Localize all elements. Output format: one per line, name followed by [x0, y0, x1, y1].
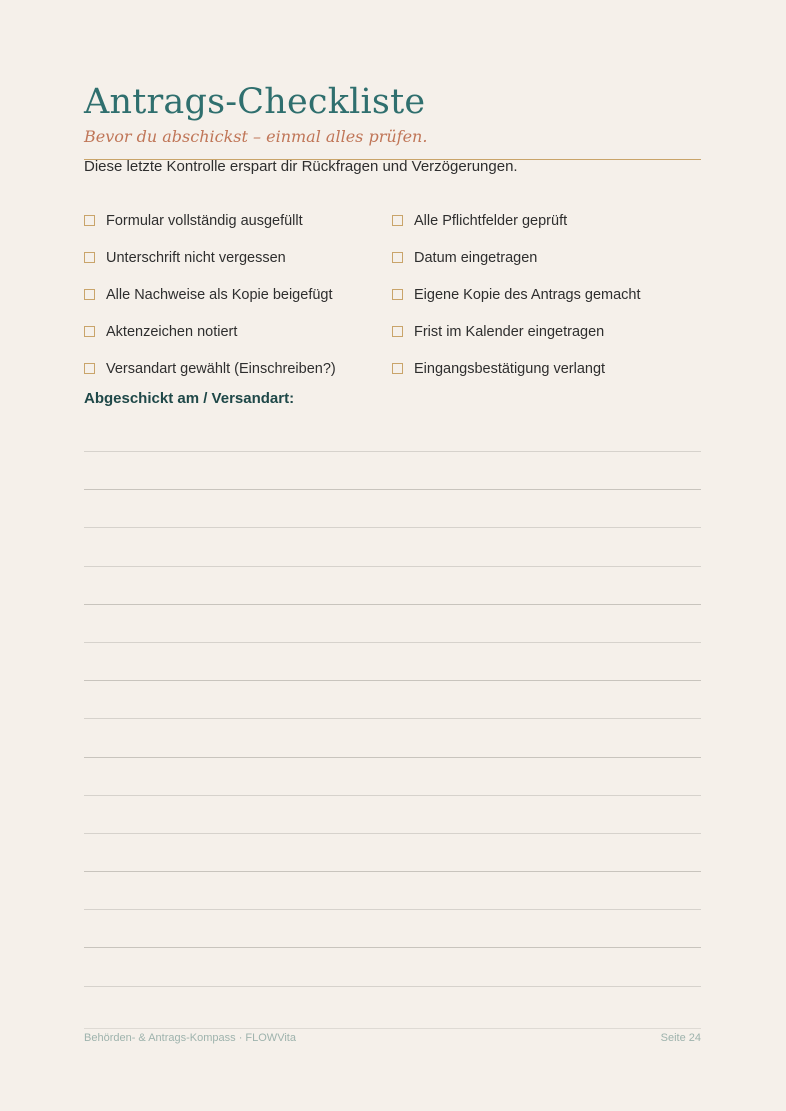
- checklist-item-label: Unterschrift nicht vergessen: [106, 249, 286, 266]
- writing-line: [84, 757, 701, 758]
- checkbox[interactable]: [84, 363, 95, 374]
- writing-line: [84, 986, 701, 987]
- writing-line: [84, 489, 701, 490]
- checklist-item[interactable]: [392, 239, 701, 276]
- checklist-item-label: Formular vollständig ausgefüllt: [106, 212, 303, 229]
- checklist-item[interactable]: [84, 239, 392, 276]
- checklist-item-label: Alle Nachweise als Kopie beigefügt: [106, 286, 333, 303]
- checklist-item-label: Datum eingetragen: [414, 249, 538, 266]
- checkbox[interactable]: [392, 363, 403, 374]
- writing-line: [84, 833, 701, 834]
- checklist-item-label: Alle Pflichtfelder geprüft: [414, 212, 568, 229]
- writing-line: [84, 451, 701, 452]
- checklist-item[interactable]: [392, 202, 701, 239]
- checklist-item-label: Eigene Kopie des Antrags gemacht: [414, 286, 641, 303]
- checkbox[interactable]: [392, 289, 403, 300]
- checklist-item[interactable]: [84, 313, 392, 350]
- sent-date-label: Abgeschickt am / Versandart:: [84, 390, 295, 407]
- writing-line: [84, 947, 701, 948]
- writing-line: [84, 566, 701, 567]
- checklist-item-label: Eingangsbestätigung verlangt: [414, 360, 606, 377]
- writing-line: [84, 527, 701, 528]
- checklist-item[interactable]: [392, 350, 701, 387]
- writing-line: [84, 909, 701, 910]
- checkbox[interactable]: [84, 289, 95, 300]
- intro-text: Diese letzte Kontrolle erspart dir Rückfragen und Verzögerungen.: [84, 158, 518, 175]
- checklist-item[interactable]: [84, 276, 392, 313]
- checkbox[interactable]: [84, 252, 95, 263]
- checklist-page: [84, 0, 701, 1111]
- checklist-item-label: Aktenzeichen notiert: [106, 323, 238, 340]
- checklist-item-label: Frist im Kalender eingetragen: [414, 323, 605, 340]
- checkbox[interactable]: [392, 215, 403, 226]
- checklist-item[interactable]: [392, 313, 701, 350]
- checklist-item[interactable]: [84, 350, 392, 387]
- checkbox[interactable]: [392, 326, 403, 337]
- writing-line: [84, 718, 701, 719]
- writing-line: [84, 680, 701, 681]
- checkbox[interactable]: [84, 215, 95, 226]
- page-number: Seite 24: [660, 1032, 701, 1044]
- checklist-item-label: Versandart gewählt (Einschreiben?): [106, 360, 336, 377]
- checkbox[interactable]: [84, 326, 95, 337]
- writing-line: [84, 795, 701, 796]
- writing-line: [84, 604, 701, 605]
- checklist-item[interactable]: [392, 276, 701, 313]
- writing-line: [84, 642, 701, 643]
- page-subtitle: Bevor du abschickst – einmal alles prüfen.: [84, 127, 428, 146]
- checklist-grid: [84, 202, 701, 387]
- checklist-item[interactable]: [84, 202, 392, 239]
- footer-title: Behörden- & Antrags-Kompass · FLOWVita: [84, 1032, 296, 1044]
- writing-line: [84, 871, 701, 872]
- checkbox[interactable]: [392, 252, 403, 263]
- writing-lines[interactable]: [84, 451, 701, 1024]
- page-title: Antrags-Checkliste: [84, 82, 426, 122]
- footer-divider: [84, 1028, 701, 1029]
